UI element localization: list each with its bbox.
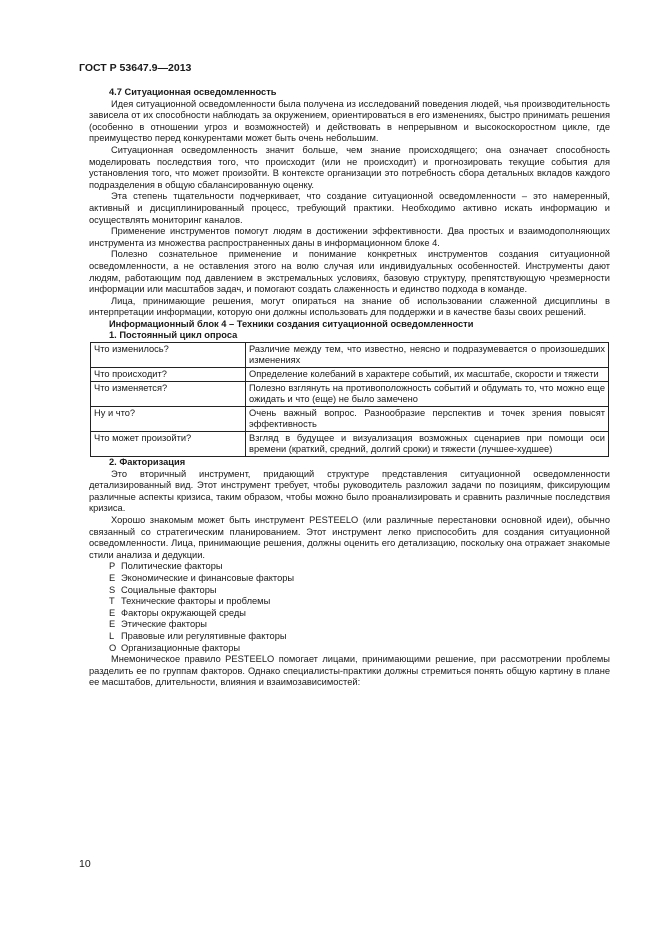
pesteelo-text: Правовые или регулятивные факторы <box>121 630 287 641</box>
pesteelo-letter: S <box>109 584 116 595</box>
table-row <box>91 407 609 432</box>
standard-header: ГОСТ Р 53647.9—2013 <box>79 62 192 74</box>
pesteelo-letter: E <box>109 619 116 630</box>
list-item <box>109 596 610 608</box>
answer-cell: Очень важный вопрос. Разнообразие перспектив и точек зрения повысят эффективность <box>246 407 609 432</box>
paragraph: Это вторичный инструмент, придающий структуре представления ситуационной осведомленности детализированный вид. Этот инструмент требует, чтобы руководитель разложил задачи по позициям, фиксирующим различные аспекты кризиса, таким образом, чтобы можно было проанализировать и сравнить различные последствия кризиса. <box>89 468 610 514</box>
paragraph: Ситуационная осведомленность значит больше, чем знание происходящего; она означает способность моделировать последствия того, что происходит (или не происходит) и прогнозировать текущие события для установления того, что может произойти. В контексте организации это потребность сбора детальных вкладов каждого подразделения в общую сбалансированную оценку. <box>89 144 610 190</box>
pesteelo-text: Политические факторы <box>121 561 223 572</box>
answer-cell: Определение колебаний в характере событий, их масштабе, скорости и тяжести <box>246 368 609 382</box>
paragraph: Полезно сознательное применение и понимание конкретных инструментов создания ситуационной осведомленности, а не оставления этого на волю случая или индивидуальных особенностей. Инструменты дают людям, работающим под давлением в экстремальных условиях, базовую структуру, препятствующую чрезмерности информации или масштабов задач, и помогают создать слаженность и единство подхода в команде. <box>89 249 610 295</box>
pesteelo-letter: L <box>109 630 115 641</box>
info-block-title: Информационный блок 4 – Техники создания ситуационной осведомленности <box>109 318 474 329</box>
list-item <box>109 608 610 620</box>
factor-title: 2. Факторизация <box>109 457 186 468</box>
question-cell: Что изменилось? <box>91 343 246 368</box>
answer-cell: Взгляд в будущее и визуализация возможных сценариев при помощи оси времени (краткий, средний, долгий сроки) и тяжести (лучшее-худшее) <box>246 432 609 457</box>
list-item <box>109 619 610 631</box>
pesteelo-letter: P <box>109 561 116 572</box>
pesteelo-text: Факторы окружающей среды <box>121 607 246 618</box>
pesteelo-letter: E <box>109 607 116 618</box>
paragraph: Хорошо знакомым может быть инструмент PESTEELO (или различные перестановки основной идеи), обычно связанный со стратегическим планированием. Этот инструмент легко приспособить для создания ситуационной осведомленности. Лица, принимающие решения, должны оценить его детализацию, поскольку она отражает знакомые стили анализа и дедукции. <box>89 515 610 560</box>
question-cell: Что изменяется? <box>91 382 246 407</box>
section-content <box>89 87 610 689</box>
paragraph: Лица, принимающие решения, могут опираться на знание об использовании слаженной дисциплины в интерпретации информации, которую они должны использовать для поддержки и в качестве базы своих решений. <box>89 295 610 318</box>
list-item <box>109 631 610 643</box>
pesteelo-text: Экономические и финансовые факторы <box>121 573 295 583</box>
list-item <box>109 573 610 585</box>
section-title: 4.7 Ситуационная осведомленность <box>109 87 277 97</box>
pesteelo-letter: T <box>109 596 115 607</box>
pesteelo-text: Организационные факторы <box>121 642 241 653</box>
question-cell: Ну и что? <box>91 407 246 432</box>
answer-cell: Различие между тем, что известно, неясно и подразумевается о произошедших изменениях <box>246 343 609 368</box>
table-row <box>91 343 609 368</box>
pesteelo-text: Технические факторы и проблемы <box>121 596 271 607</box>
paragraph: Эта степень тщательности подчеркивает, что создание ситуационной осведомленности – это намеренный, активный и дисциплинированный процесс, требующий практики. Необходимо активно искать информацию и осуществлять мониторинг каналов. <box>89 191 610 225</box>
question-cell: Что может произойти? <box>91 432 246 457</box>
table-row <box>91 432 609 457</box>
pesteelo-text: Этические факторы <box>121 619 207 630</box>
list-item <box>109 585 610 597</box>
survey-cycle-table <box>90 342 609 457</box>
pesteelo-letter: O <box>109 642 117 653</box>
paragraph: Применение инструментов помогут людям в достижении эффективности. Два простых и взаимодополняющих инструмента из множества распространенных даны в информационном блоке 4. <box>89 226 610 248</box>
list-item <box>109 643 610 655</box>
pesteelo-list <box>89 561 610 654</box>
table-row <box>91 368 609 382</box>
pesteelo-letter: E <box>109 573 116 583</box>
page-number: 10 <box>79 858 91 870</box>
paragraph: Мнемоническое правило PESTEELO помогает лицами, принимающими решение, при рассмотрении проблемы разделить ее по группам факторов. Однако специалисты-практики должны стремиться понять общую картину в плане ее масштабов, длительности, влияния и взаимозависимостей: <box>89 654 610 688</box>
question-cell: Что происходит? <box>91 368 246 382</box>
list-item <box>109 561 610 573</box>
pesteelo-text: Социальные факторы <box>121 584 217 595</box>
answer-cell: Полезно взглянуть на противоположность событий и обдумать то, что можно еще ожидать и что (еще) не было замечено <box>246 382 609 407</box>
table-row <box>91 382 609 407</box>
cycle-title: 1. Постоянный цикл опроса <box>109 330 238 341</box>
paragraph: Идея ситуационной осведомленности была получена из исследований поведения людей, чья производительность зависела от их способности наблюдать за окружением, ориентироваться в его изменениях, быстро принимать решения (особенно в отношении угроз и возможностей) и действовать в непрерывном и высокоскоростном цикле, где преимущество перед конкурентами может быть очень небольшим. <box>89 98 610 144</box>
